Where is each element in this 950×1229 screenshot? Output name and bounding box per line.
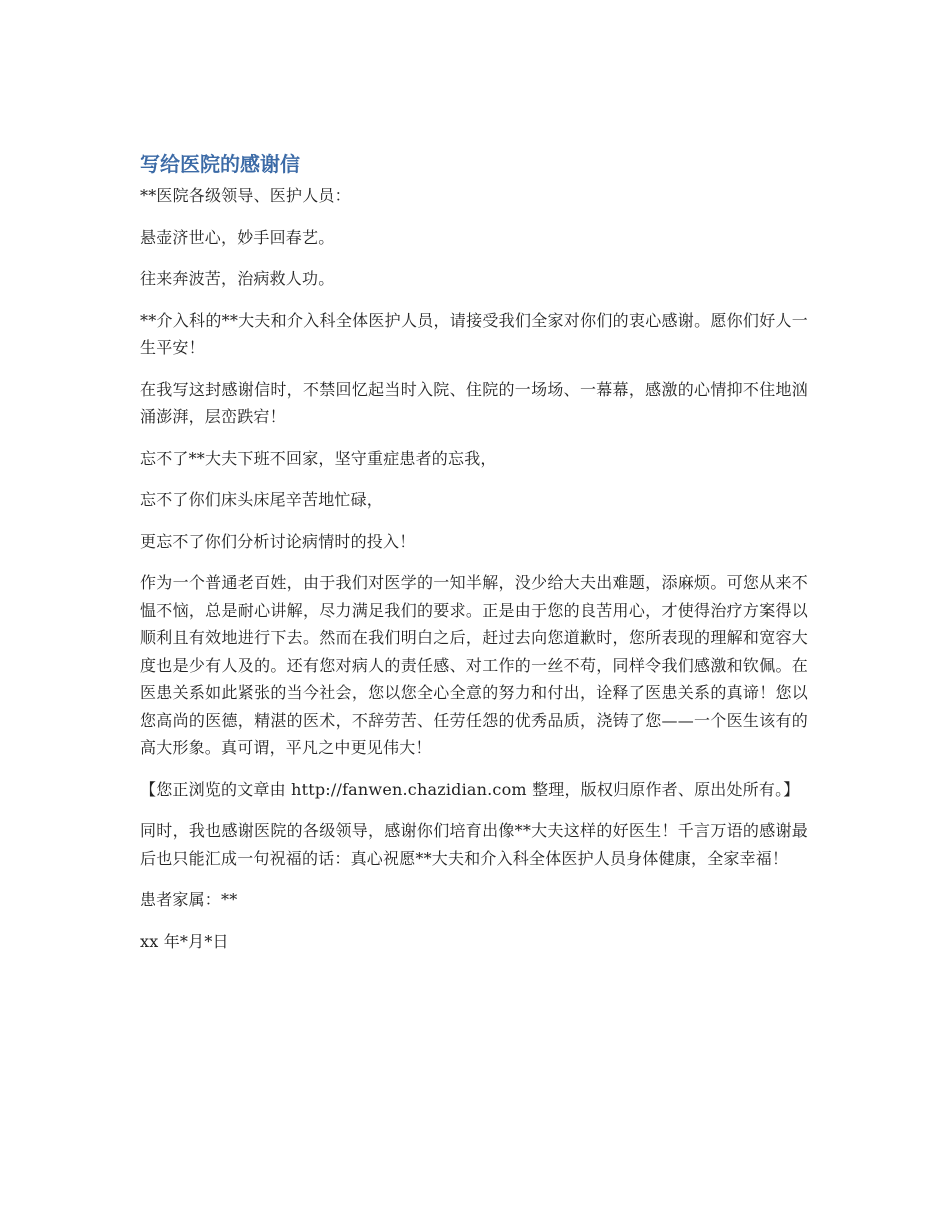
date: xx 年*月*日 <box>140 931 229 951</box>
letter-page <box>140 150 808 969</box>
paragraph-8: 作为一个普通老百姓，由于我们对医学的一知半解，没少给大夫出难题，添麻烦。可您从来不愠不恼，总是耐心讲解，尽力满足我们的要求。正是由于您的良苦用心，才使得治疗方案得以顺利且有效地进行下去。然而在我们明白之后，赶过去向您道歉时，您所表现的理解和宽容大度也是少有人及的。还有您对病人的责任感、对工作的一丝不苟，同样令我们感激和钦佩。在医患关系如此紧张的当今社会，您以您全心全意的努力和付出，诠释了医患关系的真谛！您以您高尚的医德，精湛的医术，不辞劳苦、任劳任怨的优秀品质，浇铸了您——一个医生该有的高大形象。真可谓，平凡之中更见伟大！ <box>140 573 808 757</box>
paragraph-1: 悬壶济世心，妙手回春艺。 <box>140 227 335 247</box>
paragraph-4: 在我写这封感谢信时，不禁回忆起当时入院、住院的一场场、一幕幕，感激的心情抑不住地汹涌澎湃，层峦跌宕！ <box>140 379 808 426</box>
paragraph-2: 往来奔波苦，治病救人功。 <box>140 269 335 288</box>
paragraph-7: 更忘不了你们分析讨论病情时的投入！ <box>140 531 416 551</box>
salutation: **医院各级领导、医护人员： <box>140 186 351 205</box>
paragraph-5: 忘不了**大夫下班不回家，坚守重症患者的忘我， <box>140 448 497 468</box>
paragraph-10: 同时，我也感谢医院的各级领导，感谢你们培育出像**大夫这样的好医生！千言万语的感谢最后也只能汇成一句祝福的话：真心祝愿**大夫和介入科全体医护人员身体健康，全家幸福！ <box>140 821 808 868</box>
page-title: 写给医院的感谢信 <box>140 152 300 176</box>
paragraph-3: **介入科的**大夫和介入科全体医护人员，请接受我们全家对你们的衷心感谢。愿你们好人一生平安！ <box>140 310 808 357</box>
signature: 患者家属：** <box>140 890 238 909</box>
source-notice: 【您正浏览的文章由 http://fanwen.chazidian.com 整理，版权归原作者、原出处所有。】 <box>140 779 800 799</box>
paragraph-6: 忘不了你们床头床尾辛苦地忙碌， <box>140 490 384 509</box>
